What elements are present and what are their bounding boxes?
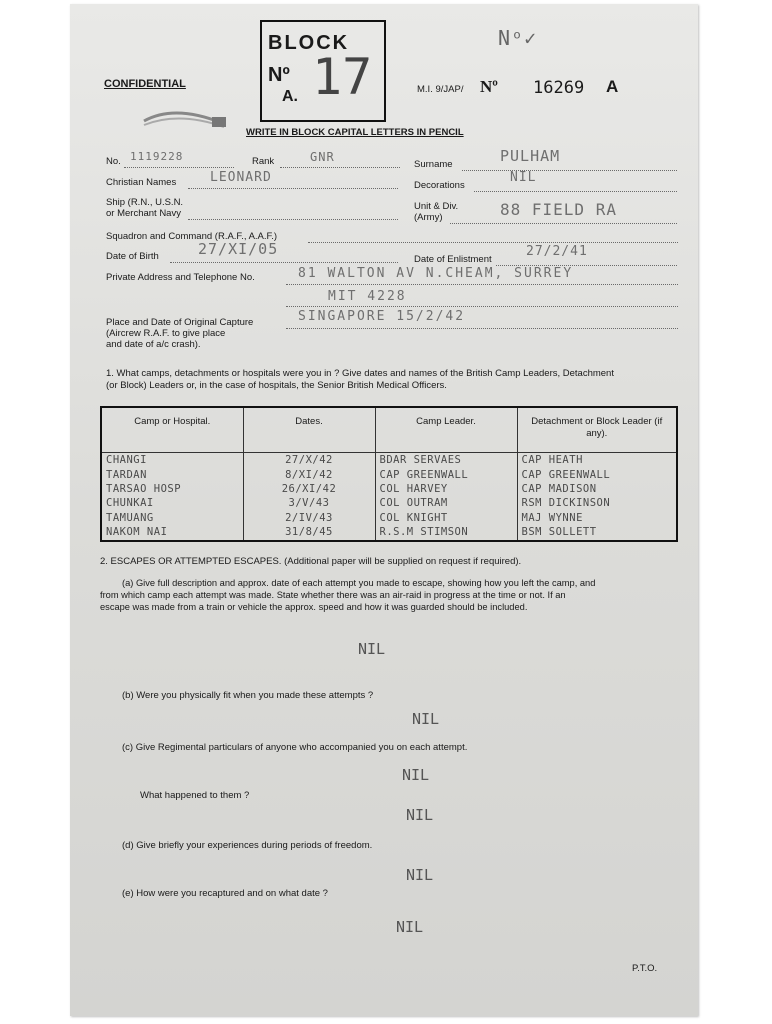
ref-label: M.I. 9/JAP/ [417,84,464,95]
camp-cell: TAMUANG [106,511,154,524]
question-1-line1: 1. What camps, detachments or hospitals were you in ? Give dates and names of the British Camp Leaders, Detachment [106,368,614,379]
enlistment-value: 27/2/41 [526,244,588,259]
leader-cell: R.S.M STIMSON [375,525,517,541]
service-no-label: No. [106,156,121,167]
confidential-label: CONFIDENTIAL [104,78,186,90]
camp-cell: TARDAN [106,468,147,481]
capture-label-line2: (Aircrew R.A.F. to give place [106,328,226,339]
stamp-no-text: Nº [268,64,290,86]
question-2a-line1: (a) Give full description and approx. date of each attempt you made to escape, showing how you left the camp, and [122,578,596,588]
squadron-label: Squadron and Command (R.A.F., A.A.F.) [106,231,278,242]
dob-value: 27/XI/05 [198,240,279,258]
question-2c: (c) Give Regimental particulars of anyone who accompanied you on each attempt. [122,742,468,753]
unit-label-line1: Unit & Div. [414,201,459,212]
block-stamp [260,20,386,122]
form-no-label: Nº [480,77,498,96]
stamp-number: 17 [312,48,373,106]
unit-label-line2: (Army) [414,212,443,223]
stamp-letter: A. [282,88,298,105]
col-header-leader: Camp Leader. [375,407,517,453]
date-cell: 26/XI/42 [243,482,375,496]
question-1-line2: (or Block) Leaders or, in the case of hospitals, the Senior British Medical Officers. [106,380,447,391]
question-2d: (d) Give briefly your experiences during periods of freedom. [122,840,373,851]
ship-label-line2: or Merchant Navy [106,208,181,219]
col-header-dates: Dates. [243,407,375,453]
col-header-camp: Camp or Hospital. [101,407,243,453]
date-cell: 8/XI/42 [243,468,375,482]
dob-label: Date of Birth [106,251,159,262]
date-cell: 2/IV/43 [243,511,375,525]
table-row [101,453,677,468]
camp-cell: CHANGI [106,454,147,466]
address-value-line2: MIT 4228 [328,289,407,304]
surname-label: Surname [414,159,453,170]
table-row [101,525,677,541]
col-header-detachment: Detachment or Block Leader (if any). [517,407,677,453]
form-number: 16269 [533,78,585,98]
leader-cell: BDAR SERVAES [375,453,517,468]
camp-table [100,406,678,542]
question-2b: (b) Were you physically fit when you made these attempts ? [122,690,374,701]
question-2e: (e) How were you recaptured and on what date ? [122,888,328,899]
detachment-cell: RSM DICKINSON [517,496,677,510]
stamp-block-text: BLOCK [268,32,350,54]
decorations-value: NIL [510,170,537,185]
camp-cell: TARSAO HOSP [106,482,182,495]
table-row [101,468,677,482]
unit-value: 88 FIELD RA [500,200,617,219]
leader-cell: COL HARVEY [375,482,517,496]
answer-2d: NIL [406,866,434,884]
table-row [101,496,677,510]
date-cell: 3/V/43 [243,496,375,510]
instruction-heading: WRITE IN BLOCK CAPITAL LETTERS IN PENCIL [246,127,464,138]
camp-cell: NAKOM NAI [106,526,168,539]
form-suffix: A [606,77,619,96]
surname-value: PULHAM [500,147,561,165]
capture-value: SINGAPORE 15/2/42 [298,309,466,324]
answer-2c-followup: NIL [406,806,434,824]
question-2-heading: 2. ESCAPES OR ATTEMPTED ESCAPES. (Additional paper will be supplied on request if required). [100,556,522,567]
christian-names-value: LEONARD [210,170,272,185]
document-page [70,4,698,1016]
ship-label-line1: Ship (R.N., U.S.N. [106,197,184,208]
capture-label-line1: Place and Date of Original Capture [106,317,254,328]
address-value-line1: 81 WALTON AV N.CHEAM, SURREY [298,266,574,281]
answer-2c: NIL [402,766,430,784]
decorations-label: Decorations [414,180,465,191]
christian-names-label: Christian Names [106,177,177,188]
question-2a-line2: from which camp each attempt was made. State whether there was an air-raid in progress at the time or not. If an [100,590,566,600]
leader-cell: COL OUTRAM [375,496,517,510]
detachment-cell: CAP MADISON [517,482,677,496]
capture-label-line3: and date of a/c crash). [106,339,201,350]
detachment-cell: MAJ WYNNE [517,511,677,525]
tag-string [142,99,232,139]
leader-cell: COL KNIGHT [375,511,517,525]
camp-cell: CHUNKAI [106,497,154,510]
detachment-cell: CAP HEATH [517,453,677,468]
question-2c-followup: What happened to them ? [140,790,250,801]
answer-2a: NIL [358,640,386,658]
pto-label: P.T.O. [632,963,658,974]
leader-cell: CAP GREENWALL [375,468,517,482]
rank-value: GNR [310,150,335,164]
detachment-cell: CAP GREENWALL [517,468,677,482]
question-2a-line3: escape was made from a train or vehicle the approx. speed and how it was guarded should be included. [100,602,528,612]
date-cell: 27/X/42 [243,453,375,468]
enlistment-label: Date of Enlistment [414,254,492,265]
service-no-value: 1119228 [130,150,184,163]
rank-label: Rank [252,156,275,167]
answer-2e: NIL [396,918,424,936]
table-row [101,482,677,496]
table-row [101,511,677,525]
answer-2b: NIL [412,710,440,728]
detachment-cell: BSM SOLLETT [517,525,677,541]
address-label: Private Address and Telephone No. [106,272,255,283]
corner-mark: Nᵒ✓ [498,26,538,50]
date-cell: 31/8/45 [243,525,375,541]
